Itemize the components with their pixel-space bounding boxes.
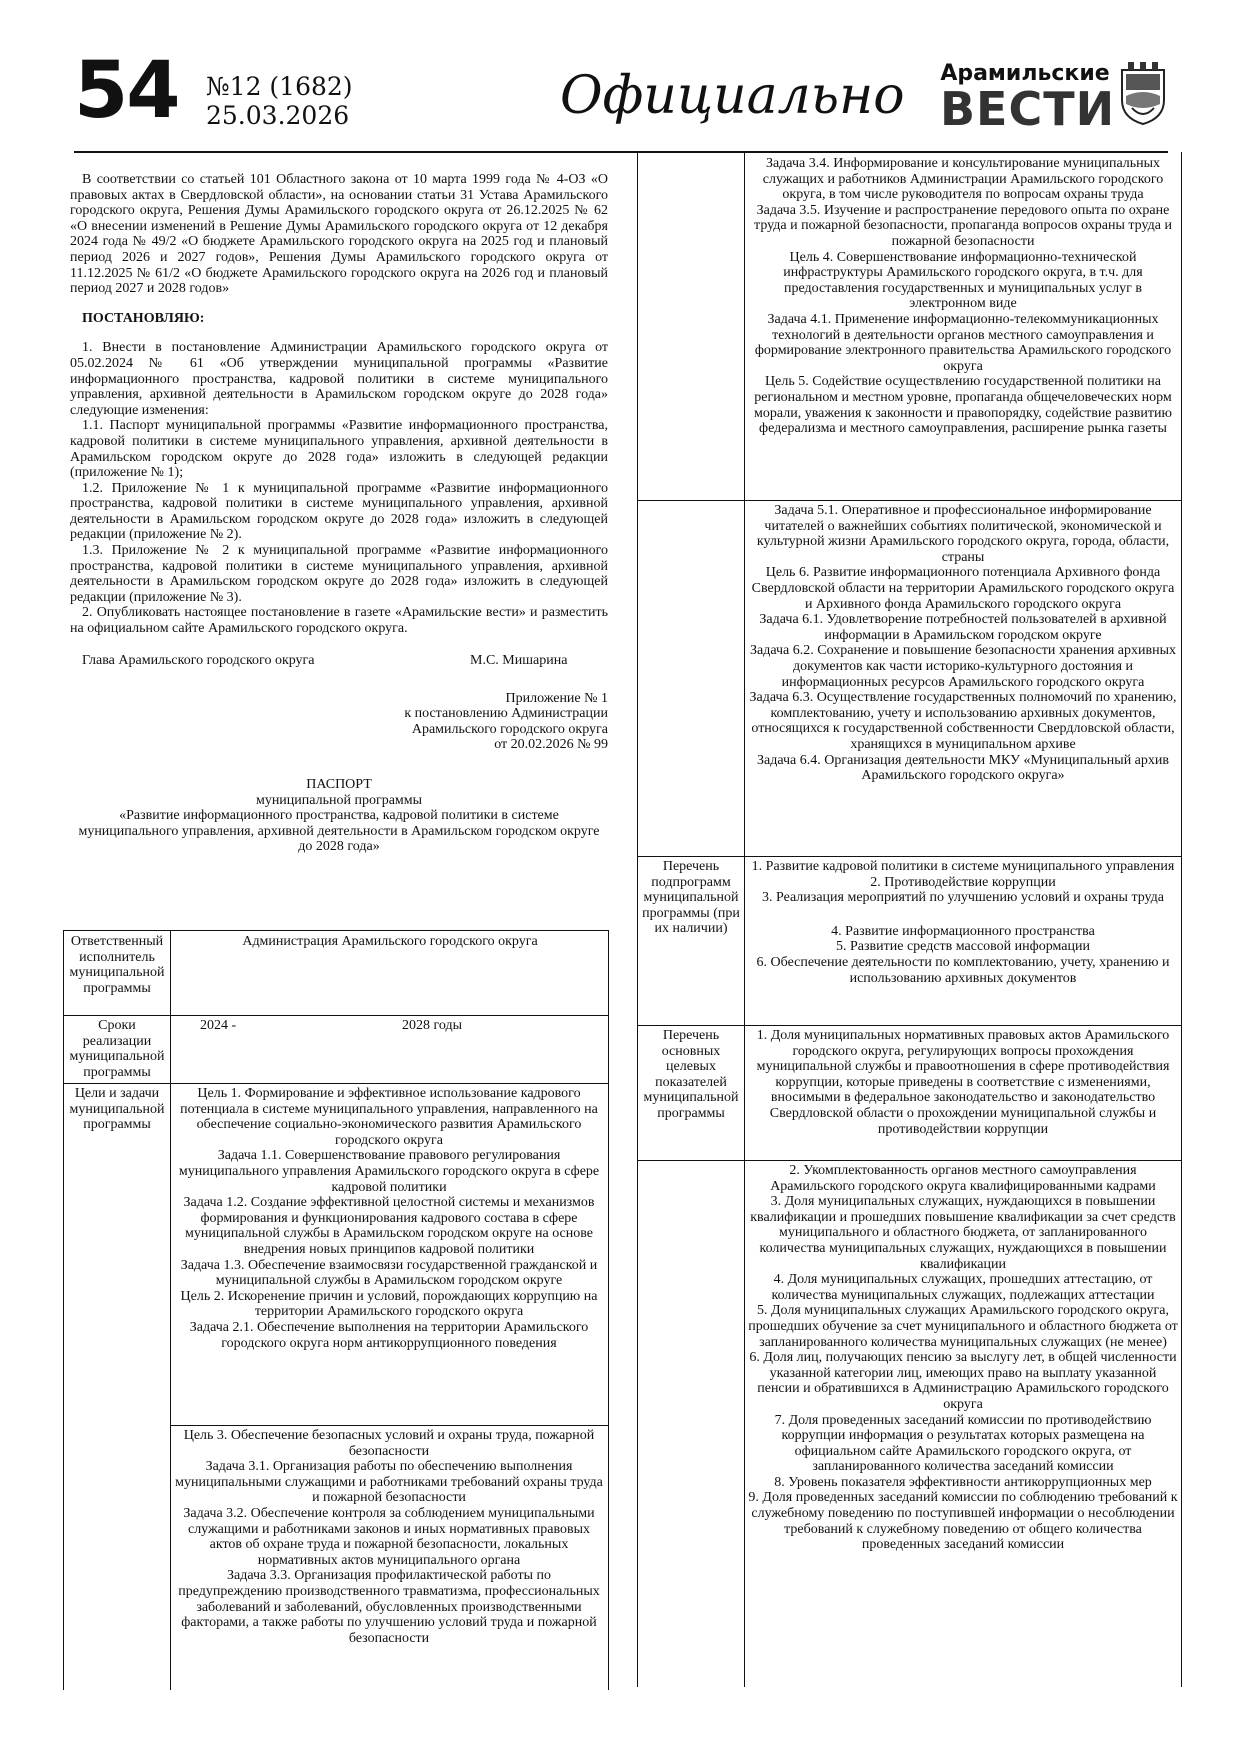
executor-label: Ответственный исполнитель муниципальной программы xyxy=(69,934,165,996)
newspaper-logo xyxy=(940,61,1116,136)
goal-item: Цель 3. Обеспечение безопасных условий и охраны труда, пожарной безопасности xyxy=(183,1428,595,1459)
goal-item: Задача 1.3. Обеспечение взаимосвязи государственной гражданской и муниципальной службы в Арамильском городском округе xyxy=(180,1257,598,1289)
signer-name: М.С. Мишарина xyxy=(470,652,568,668)
subprogram-item: 3. Реализация мероприятий по улучшению условий и охраны труда xyxy=(761,890,1165,906)
indicator-item: 3. Доля муниципальных служащих, нуждающихся в повышении квалификации и прошедших повышение квалификации за счет средств муниципального и областного бюджета, от запланированного количества муниципальных служащих, нуждающихся в повышении квалификации xyxy=(750,1194,1176,1272)
goals-block-2 xyxy=(174,1428,604,1646)
goal-item: Задача 6.3. Осуществление государственных полномочий по хранению, комплектованию, учету и использованию архивных документов, относящихся к государственной собственности Свердловской области, хранящихся в муниципальном архиве xyxy=(749,690,1177,752)
goal-item: Задача 3.2. Обеспечение контроля за соблюдением муниципальными служащими и работниками законов и иных нормативных правовых актов об охране труда и пожарной безопасности, локальных нормативных актов муниципального органа xyxy=(183,1505,595,1568)
goal-item: Задача 3.5. Изучение и распространение передового опыта по охране труда и пожарной безопасности, пропаганда вопросов охраны труда и пожарной безопасности xyxy=(754,202,1172,249)
decree-item: 1. Внести в постановление Администрации Арамильского городского округа от 05.02.2024 № 61 «Об утверждении муниципальной программы «Развитие информационного пространства, кадровой политики в системе муниципального управления, архивной деятельности в Арамильском городском округе до 2028 года» следующие изменения: xyxy=(70,340,608,418)
goal-item: Цель 2. Искоренение причин и условий, порождающих коррупцию на территории Арамильского городского округа xyxy=(180,1288,598,1320)
appendix-line: Приложение № 1 xyxy=(505,690,608,706)
indicators-label: Перечень основных целевых показателей муниципальной программы xyxy=(643,1028,739,1121)
goal-item: Задача 1.2. Создание эффективной целостной системы и механизмов формирования и функционирования кадрового состава в сфере муниципальной службы в Арамильском городском округе на основе внедрения новых принципов кадровой политики xyxy=(183,1195,595,1257)
goal-item: Задача 1.1. Совершенствование правового регулирования муниципального управления Арамильского городского округа в сфере кадровой политики xyxy=(178,1148,600,1195)
indicator-item: 9. Доля проведенных заседаний комиссии по соблюдению требований к служебному поведению по поступившей информации о несоблюдении требований к служебному поведению от общего количества проведенных заседаний комиссии xyxy=(748,1490,1178,1553)
indicator-item: 4. Доля муниципальных служащих, прошедших аттестацию, от количества муниципальных служащих, подлежащих аттестации xyxy=(771,1272,1155,1303)
goal-item: Задача 4.1. Применение информационно-телекоммуникационных технологий в деятельности органов местного самоуправления и формирование электронного правительства Арамильского городского округа xyxy=(754,311,1172,374)
goals-block-1 xyxy=(174,1086,604,1351)
goal-item: Задача 6.2. Сохранение и повышение безопасности хранения архивных документов как части историко-культурного достояния и информационных ресурсов Арамильского городского округа xyxy=(750,643,1176,690)
indicator-item: 1. Доля муниципальных нормативных правовых актов Арамильского городского округа, регулирующих вопросы прохождения муниципальной службы и правоотношения в сфере противодействия коррупции, которые приведены в соответствие с изменениями, вносимыми в федеральное законодательство и законодательство Свердловской области о прохождении муниципальной службы и противодействии коррупции xyxy=(756,1028,1170,1137)
goal-item: Задача 2.1. Обеспечение выполнения на территории Арамильского городского округа норм антикоррупционного поведения xyxy=(189,1319,589,1351)
left-column xyxy=(70,172,608,855)
goal-item: Цель 1. Формирование и эффективное использование кадрового потенциала в системе муниципального управления, направленного на обеспечение социально-экономического развития Арамильского городского округа xyxy=(180,1086,598,1148)
subprograms-list xyxy=(748,859,1178,986)
page-header xyxy=(0,0,1241,150)
issue-number: №12 (1682) xyxy=(206,72,353,101)
appendix-line: от 20.02.2026 № 99 xyxy=(494,737,608,753)
appendix-line: Арамильского городского округа xyxy=(411,721,608,737)
goal-item: Цель 4. Совершенствование информационно-технической инфраструктуры Арамильского городского округа, в т.ч. для предоставления государственных и муниципальных услуг в электронном виде xyxy=(783,249,1143,312)
goals-block-3 xyxy=(748,156,1178,437)
subprogram-item: 6. Обеспечение деятельности по комплектованию, учету, хранению и использованию архивных документов xyxy=(756,954,1170,986)
signer-title: Глава Арамильского городского округа xyxy=(82,652,315,668)
passport-program-name: «Развитие информационного пространства, кадровой политики в системе муниципального управления, архивной деятельности в Арамильском городском округе до 2028 года» xyxy=(78,808,600,855)
indicator-item: 5. Доля муниципальных служащих Арамильского городского округа, прошедших обучение за счет муниципального и областного бюджета от запланированного количества муниципальных служащих (не менее) xyxy=(748,1303,1178,1350)
goal-item: Задача 3.3. Организация профилактической работы по предупреждению производственного травматизма, профессиональных заболеваний и заболеваний, обусловленных производственными факторами, а также работы по улучшению условий труда и пожарной безопасности xyxy=(178,1568,600,1646)
subprogram-item: 2. Противодействие коррупции xyxy=(870,874,1056,890)
term-from: 2024 - xyxy=(200,1018,237,1033)
subprogram-item: 1. Развитие кадровой политики в системе муниципального управления xyxy=(751,859,1175,874)
header-rule xyxy=(74,151,1168,153)
decree-item: 1.2. Приложение № 1 к муниципальной программе «Развитие информационного пространства, кадровой политики в системе муниципального управления, архивной деятельности в Арамильском городском округе до 2028 года» изложить в следующей редакции (приложение № 2). xyxy=(70,480,608,543)
appendix-note xyxy=(70,691,608,753)
goal-item: Задача 6.4. Организация деятельности МКУ «Муниципальный архив Арамильского городского округа» xyxy=(756,752,1169,784)
goal-item: Задача 3.1. Организация работы по обеспечению выполнения муниципальными служащими и работниками требований охраны труда и пожарной безопасности xyxy=(175,1459,603,1506)
term-to: 2028 годы xyxy=(402,1018,463,1033)
goal-item: Задача 5.1. Оперативное и профессиональное информирование читателей о важнейших событиях политической, экономической и культурной жизни Арамильского городского округа, города, области, страны xyxy=(756,503,1170,565)
decree-item: 2. Опубликовать настоящее постановление в газете «Арамильские вести» и разместить на официальном сайте Арамильского городского округа. xyxy=(70,605,608,637)
decree-item: 1.1. Паспорт муниципальной программы «Развитие информационного пространства, кадровой политики в системе муниципального управления, архивной деятельности в Арамильском городском округе до 2028 года» изложить в следующей редакции (приложение № 1); xyxy=(70,418,608,481)
subprogram-item: 4. Развитие информационного пространства xyxy=(831,923,1095,939)
goal-item: Цель 6. Развитие информационного потенциала Архивного фонда Свердловской области на территории Арамильского городского округа и Архивного фонда Арамильского городского округа xyxy=(751,565,1175,612)
passport-heading xyxy=(70,777,608,855)
subprogram-item: 5. Развитие средств массовой информации xyxy=(836,939,1090,955)
goal-item: Цель 5. Содействие осуществлению государственной политики на региональном и местном уровне, пропаганда общечеловеческих норм морали, уважения к законности и правопорядку, содействие развитию федерализма и местного самоуправления, расширение рынка газеты xyxy=(754,374,1172,437)
indicators-block-2 xyxy=(748,1163,1178,1553)
appendix-line: к постановлению Администрации xyxy=(404,706,608,722)
subprograms-label: Перечень подпрограмм муниципальной программы (при их наличии) xyxy=(642,859,740,937)
signature-block xyxy=(70,653,608,669)
term-label: Сроки реализации муниципальной программы xyxy=(69,1018,165,1080)
logo-top-text: Арамильские xyxy=(940,61,1110,86)
page-number: 54 xyxy=(74,46,179,136)
indicator-item: 2. Укомплектованность органов местного самоуправления Арамильского городского округа квалифицированными кадрами xyxy=(770,1163,1156,1194)
indicator-item: 6. Доля лиц, получающих пенсию за выслугу лет, в общей численности указанной категории лиц, имеющих право на выплату указанной пенсии и обратившихся в Администрацию Арамильского городского округа xyxy=(749,1350,1177,1412)
coat-of-arms-icon xyxy=(1118,60,1168,126)
executor-value: Администрация Арамильского городского округа xyxy=(242,934,538,949)
decree-item: 1.3. Приложение № 2 к муниципальной программе «Развитие информационного пространства, кадровой политики в системе муниципального управления, архивной деятельности в Арамильском городском округе до 2028 года» изложить в следующей редакции (приложение № 3). xyxy=(70,543,608,605)
section-rubric: Официально xyxy=(560,66,905,126)
goals-block-4 xyxy=(748,503,1178,784)
goals-label: Цели и задачи муниципальной программы xyxy=(69,1086,165,1133)
indicator-item: 8. Уровень показателя эффективности антикоррупционных мер xyxy=(774,1474,1152,1490)
resolve-heading: ПОСТАНОВЛЯЮ: xyxy=(82,310,205,326)
goal-item: Задача 6.1. Удовлетворение потребностей пользователей в архивной информации в Арамильском городском округе xyxy=(759,612,1167,643)
indicators-block-1 xyxy=(748,1028,1178,1137)
logo-main-text: ВЕСТИ xyxy=(940,82,1116,136)
passport-title: ПАСПОРТ xyxy=(306,777,372,792)
preamble: В соответствии со статьей 101 Областного закона от 10 марта 1999 года № 4-ОЗ «О правовых актах в Свердловской области», на основании статьи 31 Устава Арамильского городского округа, Решения Думы Арамильского городского округа от 26.12.2025 № 62 «О внесении изменений в Решение Думы Арамильского городского округа от 12 декабря 2024 года № 49/2 «О бюджете Арамильского городского округа на 2025 год и плановый период 2026 и 2027 годов», Решения Думы Арамильского городского округа от 11.12.2025 № 61/2 «О бюджете Арамильского городского округа на 2026 год и плановый период 2027 и 2028 годов» xyxy=(70,172,608,297)
goal-item: Задача 3.4. Информирование и консультирование муниципальных служащих и работников Администрации Арамильского городского округа, в том числе руководителя по вопросам охраны труда xyxy=(762,156,1164,203)
issue-info xyxy=(206,72,353,130)
passport-subtitle: муниципальной программы xyxy=(255,792,423,808)
indicator-item: 7. Доля проведенных заседаний комиссии по противодействию коррупции информация о результатах которых размещена на официальном сайте Арамильского городского округа, от запланированного количества заседаний комиссии xyxy=(774,1412,1152,1475)
issue-date: 25.03.2026 xyxy=(206,101,350,130)
